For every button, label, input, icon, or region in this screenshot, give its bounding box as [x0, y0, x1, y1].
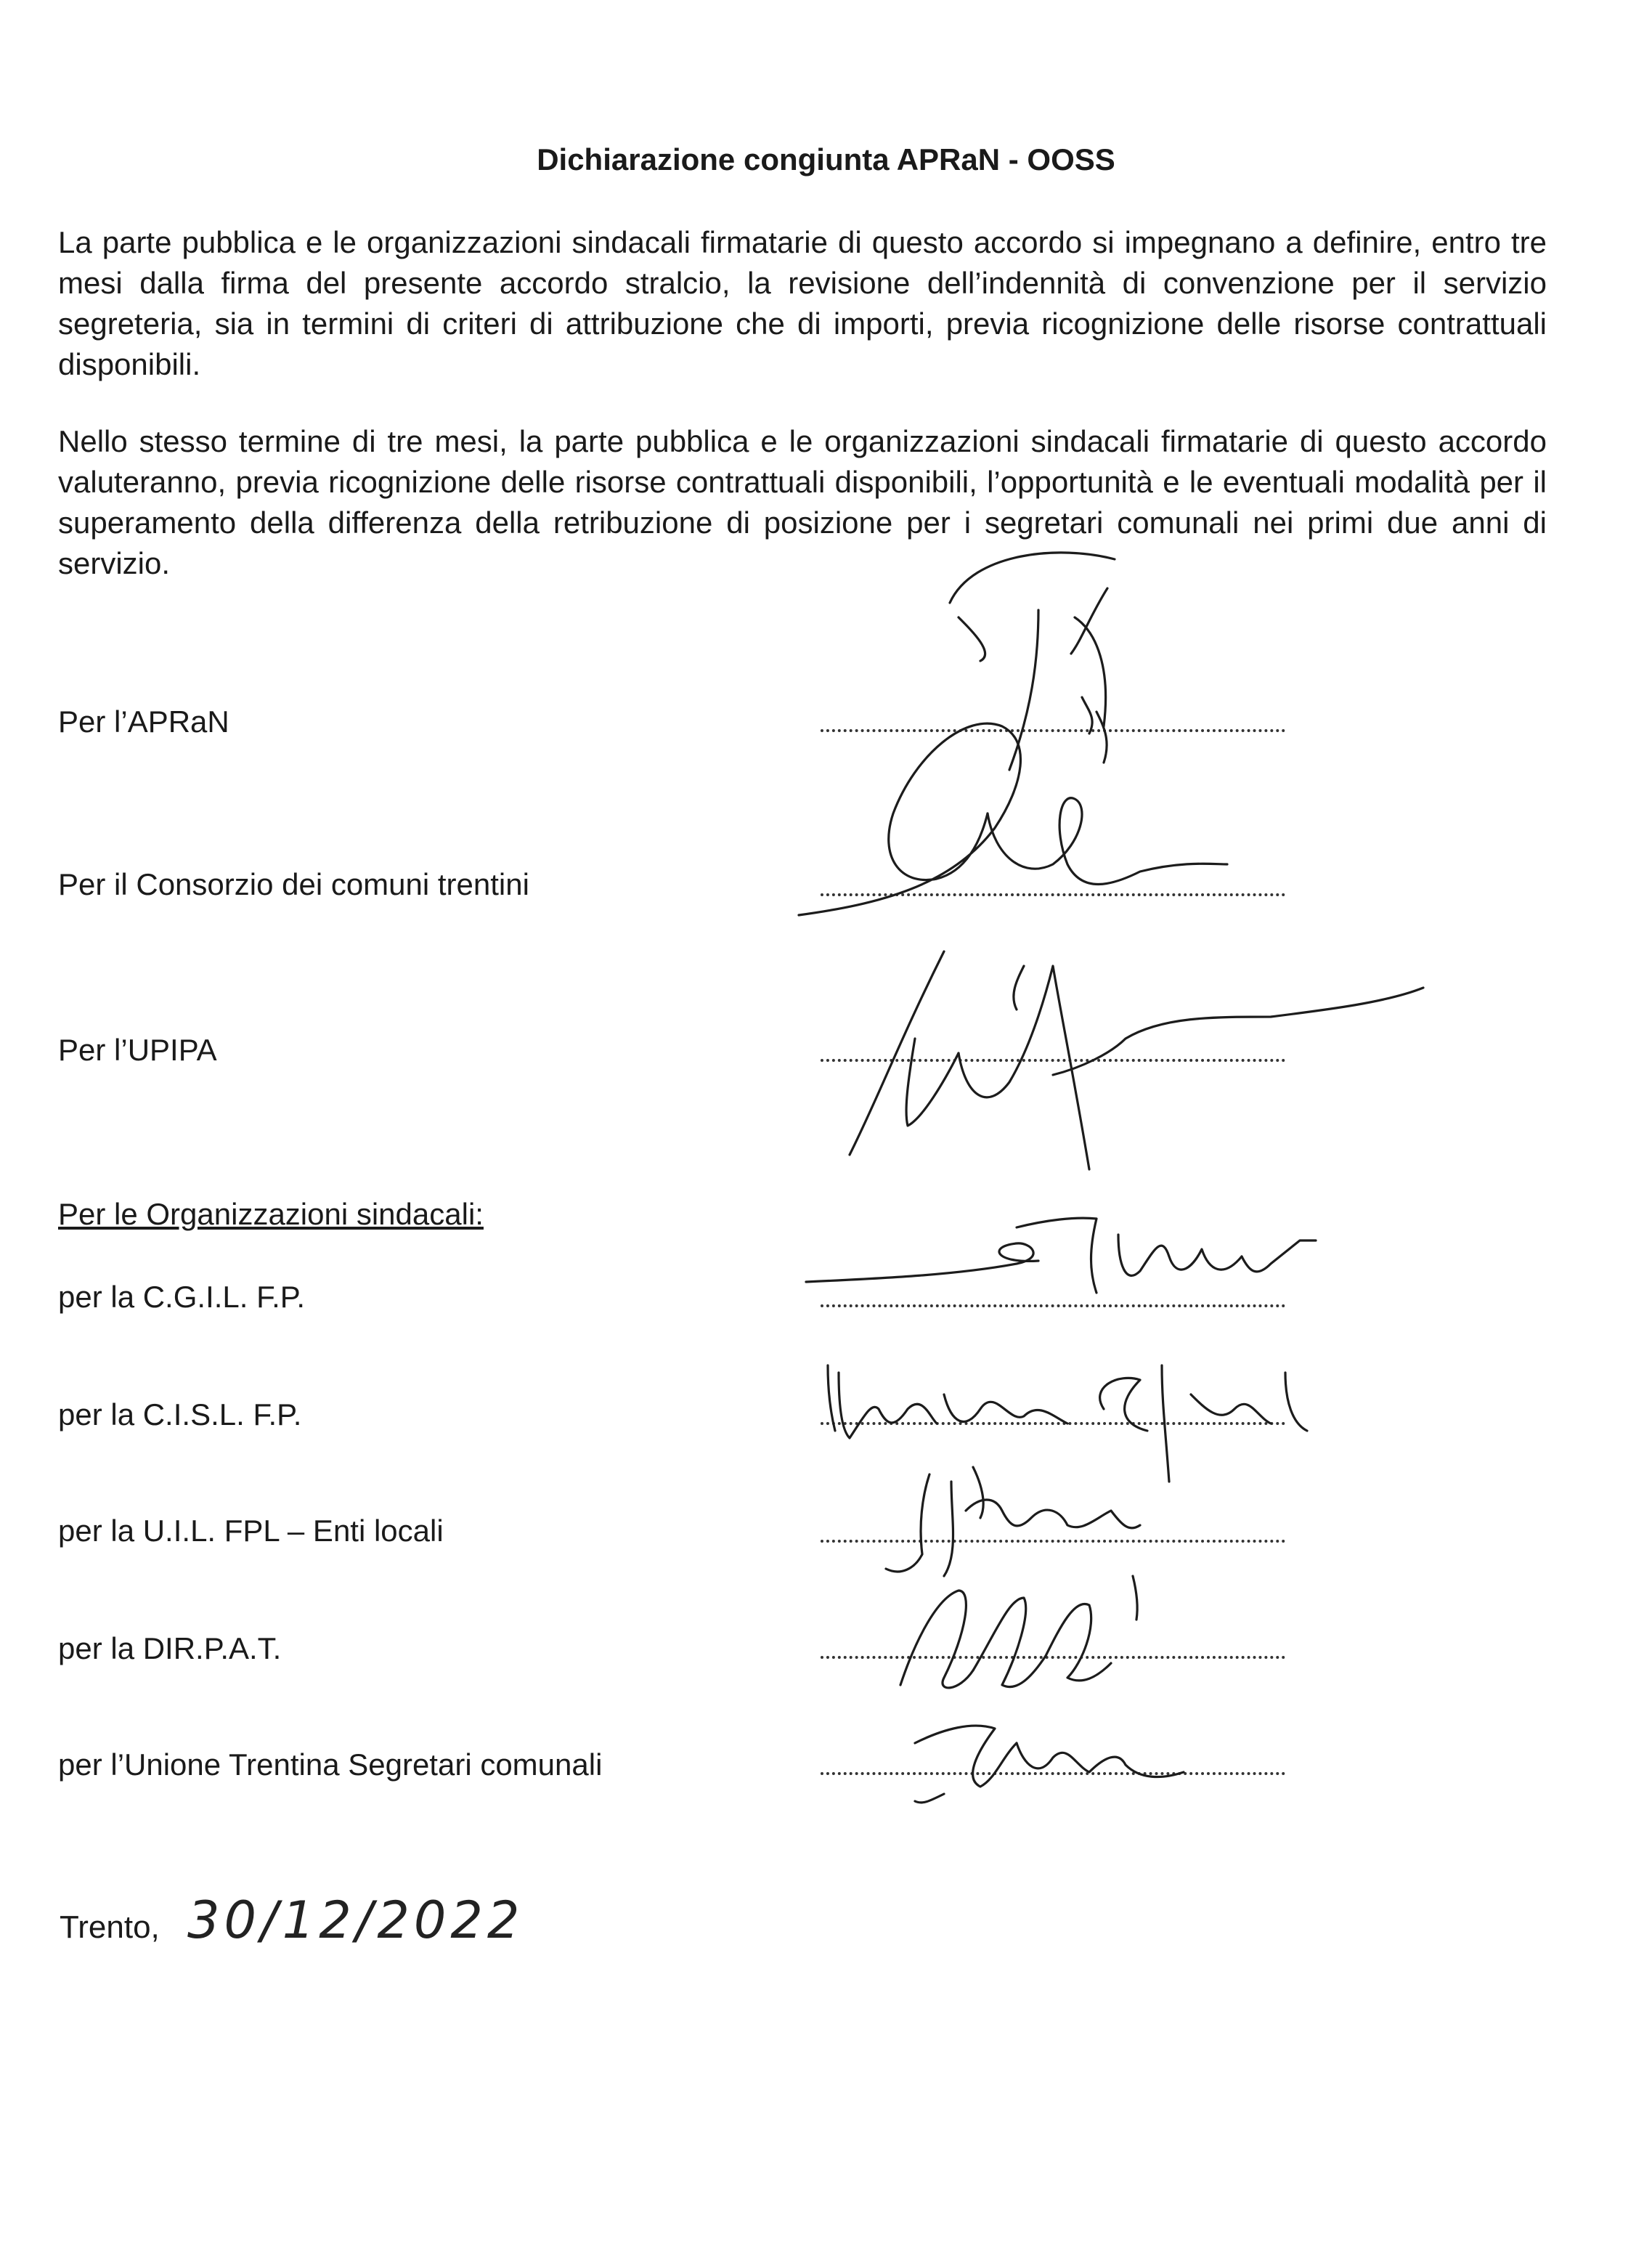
- label-uil: per la U.I.L. FPL – Enti locali: [58, 1514, 444, 1548]
- handwritten-date: 30/12/2022: [187, 1891, 524, 1950]
- signature-dirpat: [886, 1569, 1155, 1707]
- place-label: Trento,: [60, 1909, 160, 1945]
- label-consorzio: Per il Consorzio dei comuni trentini: [58, 867, 529, 901]
- paragraph-1: La parte pubblica e le organizzazioni sindacali firmatarie di questo accordo si impegnano a definire, entro tre mesi dalla firma del presente accordo stralcio, la revisione dell’indennità di convenzione per il servizio segreteria, sia in termini di criteri di attribuzione che di importi, previa ricognizione delle risorse contrattuali disponibili.: [58, 225, 1547, 381]
- signature-cgil: [799, 1206, 1322, 1322]
- label-dirpat: per la DIR.P.A.T.: [58, 1631, 282, 1665]
- label-unions-heading: Per le Organizzazioni sindacali:: [58, 1197, 484, 1231]
- label-cisl: per la C.I.S.L. F.P.: [58, 1397, 302, 1431]
- signature-consorzio: [792, 697, 1242, 930]
- label-cgil: per la C.G.I.L. F.P.: [58, 1280, 306, 1314]
- signature-upipa: [835, 937, 1438, 1184]
- paragraph-2: Nello stesso termine di tre mesi, la parte pubblica e le organizzazioni sindacali firmatarie di questo accordo valuteranno, previa ricognizione delle risorse contrattuali disponibili, l’opportunità e le eventuali modalità per il superamento della differenza della retribuzione di posizione per i segretari comunali nei primi due anni di servizio.: [58, 424, 1547, 580]
- label-unione: per l’Unione Trentina Segretari comunali: [58, 1747, 603, 1782]
- label-apran: Per l’APRaN: [58, 704, 229, 739]
- label-upipa: Per l’UPIPA: [58, 1033, 217, 1067]
- document-title: Dichiarazione congiunta APRaN - OOSS: [537, 142, 1115, 176]
- signature-unione: [900, 1699, 1205, 1808]
